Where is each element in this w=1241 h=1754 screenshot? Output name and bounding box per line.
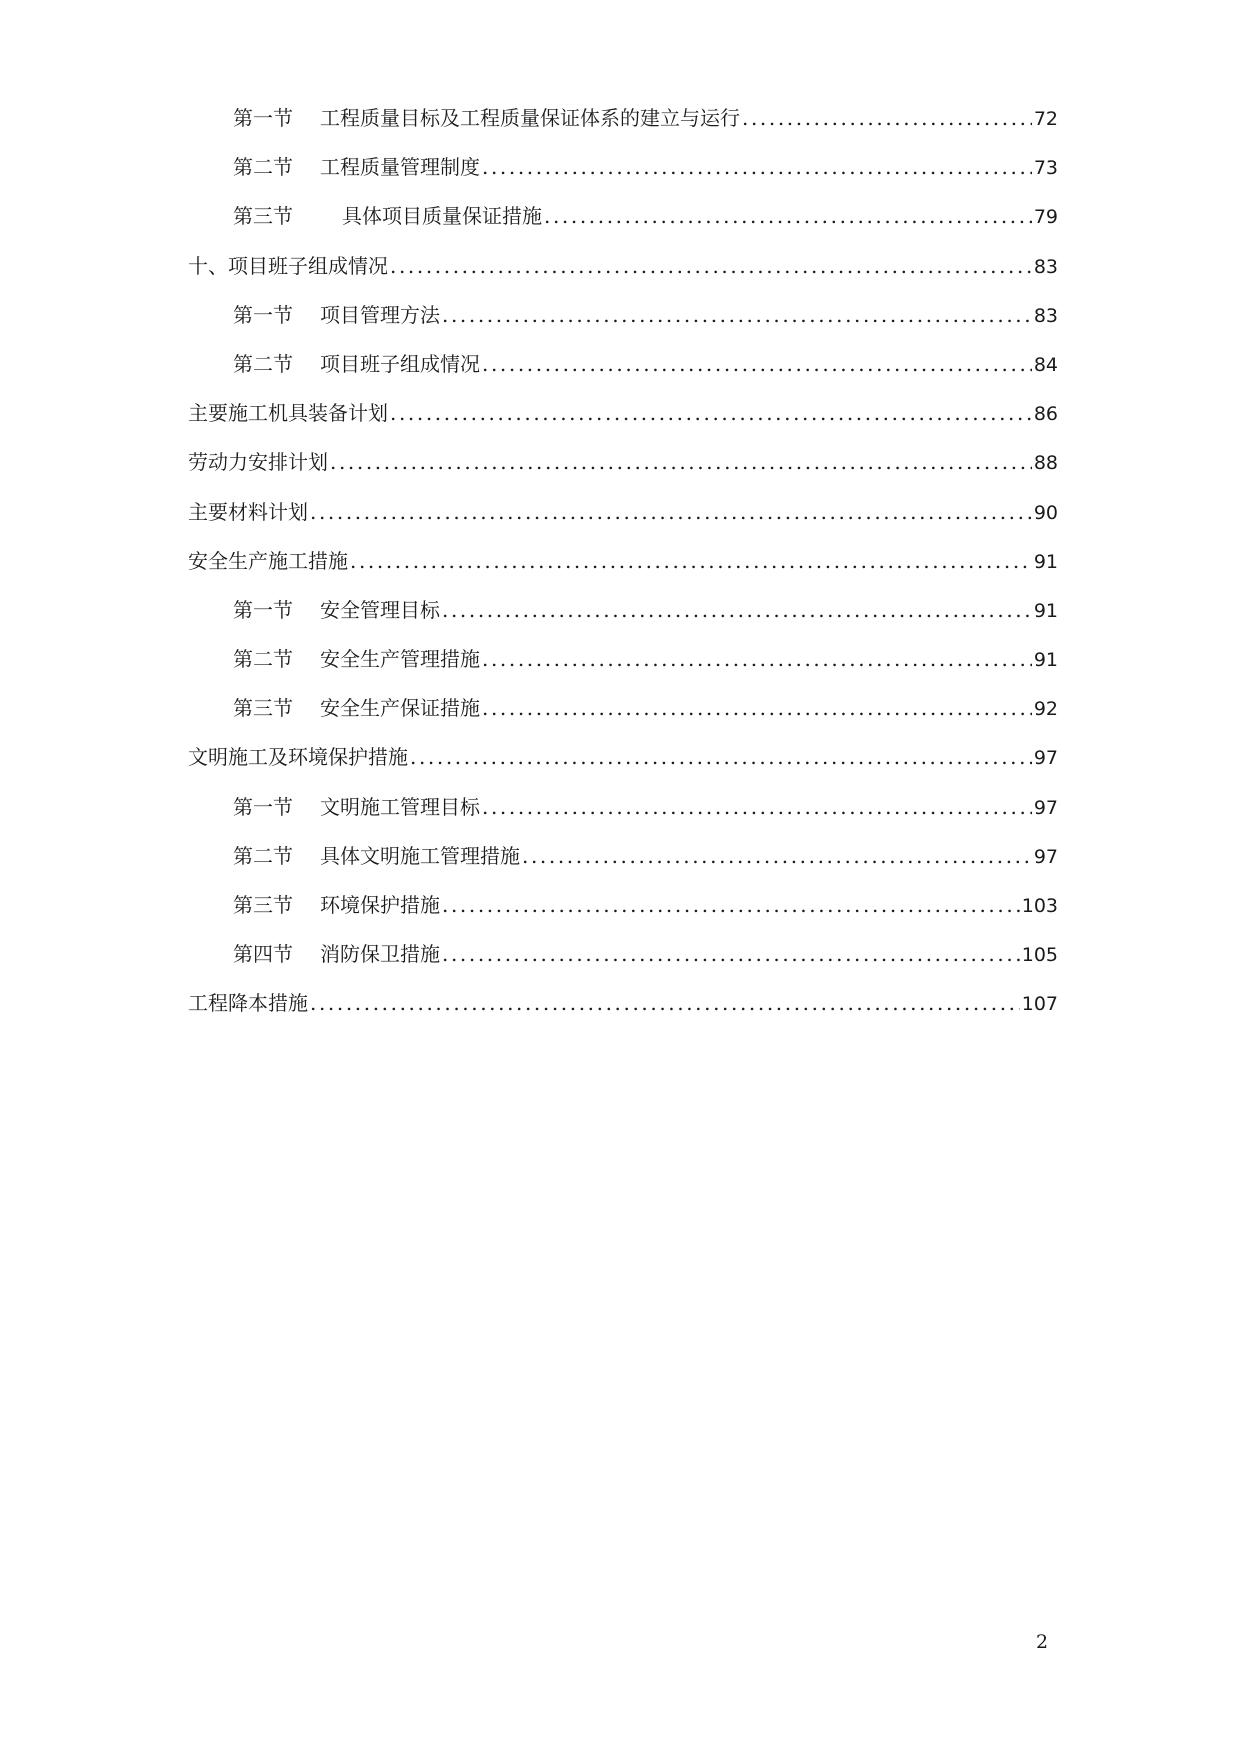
- toc-page-number: 90: [1033, 501, 1058, 524]
- toc-section-entry[interactable]: [188, 693, 1058, 742]
- toc-section-entry[interactable]: [188, 644, 1058, 693]
- toc-dot-leader: [482, 644, 1032, 674]
- toc-page-number: 88: [1033, 452, 1058, 475]
- toc-chapter-entry[interactable]: [188, 497, 1058, 546]
- toc-entry-title: 文明施工及环境保护措施: [188, 745, 408, 770]
- toc-page-number: 92: [1033, 698, 1058, 721]
- toc-section-entry[interactable]: [188, 595, 1058, 644]
- toc-page-number: 79: [1033, 206, 1058, 229]
- toc-page-number: 83: [1033, 255, 1058, 278]
- toc-entry-title: 主要施工机具装备计划: [188, 401, 388, 426]
- toc-page-number: 91: [1033, 550, 1058, 573]
- toc-chapter-entry[interactable]: [188, 546, 1058, 595]
- toc-page-number: 107: [1021, 993, 1058, 1016]
- toc-section-number: 第一节: [233, 597, 293, 622]
- toc-section-number: 第二节: [233, 155, 293, 180]
- toc-entry-title: 具体项目质量保证措施: [342, 204, 542, 229]
- toc-entry-title: 劳动力安排计划: [188, 450, 328, 475]
- toc-dot-leader: [330, 447, 1032, 477]
- toc-page-number: 97: [1033, 845, 1058, 868]
- toc-dot-leader: [544, 201, 1032, 231]
- toc-entry-title: 十、项目班子组成情况: [188, 253, 388, 278]
- toc-dot-leader: [390, 251, 1032, 281]
- toc-page-number: 105: [1021, 944, 1058, 967]
- toc-section-number: 第三节: [233, 696, 293, 721]
- toc-section-number: 第四节: [233, 942, 293, 967]
- toc-section-entry[interactable]: [188, 939, 1058, 988]
- toc-entry-title: 项目管理方法: [320, 302, 440, 327]
- toc-section-number: 第二节: [233, 351, 293, 376]
- toc-section-number: 第二节: [233, 647, 293, 672]
- toc-chapter-entry[interactable]: [188, 988, 1058, 1037]
- toc-page-number: 86: [1033, 403, 1058, 426]
- toc-dot-leader: [310, 988, 1020, 1018]
- toc-page-number: 97: [1033, 796, 1058, 819]
- toc-dot-leader: [390, 398, 1032, 428]
- toc-section-entry[interactable]: [188, 300, 1058, 349]
- toc-dot-leader: [310, 497, 1032, 527]
- toc-dot-leader: [482, 792, 1032, 822]
- toc-entry-title: 环境保护措施: [320, 893, 440, 917]
- toc-entry-title: 工程降本措施: [188, 991, 308, 1016]
- toc-dot-leader: [410, 742, 1032, 772]
- toc-dot-leader: [742, 103, 1032, 133]
- toc-entry-title: 消防保卫措施: [320, 942, 440, 967]
- toc-page-number: 84: [1033, 353, 1058, 376]
- toc-section-entry[interactable]: [188, 349, 1058, 398]
- toc-section-number: 第一节: [233, 106, 293, 130]
- toc-chapter-entry[interactable]: [188, 447, 1058, 496]
- toc-section-number: 第一节: [233, 302, 293, 327]
- toc-section-number: 第三节: [233, 893, 293, 917]
- toc-section-number: 第一节: [233, 794, 293, 819]
- toc-entry-title: 具体文明施工管理措施: [320, 843, 520, 868]
- toc-entry-title: 工程质量目标及工程质量保证体系的建立与运行: [320, 106, 740, 130]
- toc-entry-title: 文明施工管理目标: [320, 794, 480, 819]
- toc-entry-title: 安全生产施工措施: [188, 548, 348, 573]
- toc-section-number: 第三节: [233, 204, 293, 229]
- toc-dot-leader: [442, 890, 1020, 920]
- toc-page-number: 72: [1033, 108, 1058, 130]
- table-of-contents: [188, 103, 1058, 1038]
- toc-entry-title: 主要材料计划: [188, 499, 308, 524]
- footer-page-number: 2: [1036, 1631, 1049, 1653]
- toc-entry-title: 安全管理目标: [320, 597, 440, 622]
- toc-page-number: 91: [1033, 649, 1058, 672]
- toc-page-number: 103: [1021, 895, 1058, 917]
- toc-chapter-entry[interactable]: [188, 742, 1058, 791]
- toc-dot-leader: [482, 693, 1032, 723]
- toc-dot-leader: [482, 349, 1032, 379]
- toc-dot-leader: [350, 546, 1032, 576]
- toc-chapter-entry[interactable]: [188, 398, 1058, 447]
- toc-page-number: 73: [1033, 157, 1058, 180]
- toc-section-entry[interactable]: [188, 792, 1058, 841]
- toc-chapter-entry[interactable]: [188, 251, 1058, 300]
- toc-entry-title: 工程质量管理制度: [320, 155, 480, 180]
- toc-section-entry[interactable]: [188, 201, 1058, 250]
- toc-page-number: 91: [1033, 599, 1058, 622]
- toc-dot-leader: [522, 841, 1032, 871]
- toc-entry-title: 项目班子组成情况: [320, 351, 480, 376]
- toc-section-number: 第二节: [233, 843, 293, 868]
- toc-section-entry[interactable]: [188, 841, 1058, 890]
- toc-dot-leader: [442, 939, 1020, 969]
- toc-section-entry[interactable]: [188, 152, 1058, 201]
- toc-dot-leader: [482, 152, 1032, 182]
- toc-page-number: 97: [1033, 747, 1058, 770]
- toc-entry-title: 安全生产保证措施: [320, 696, 480, 721]
- toc-entry-title: 安全生产管理措施: [320, 647, 480, 672]
- toc-section-entry[interactable]: [188, 103, 1058, 152]
- toc-page-number: 83: [1033, 304, 1058, 327]
- toc-dot-leader: [442, 300, 1032, 330]
- toc-section-entry[interactable]: [188, 890, 1058, 939]
- toc-dot-leader: [442, 595, 1032, 625]
